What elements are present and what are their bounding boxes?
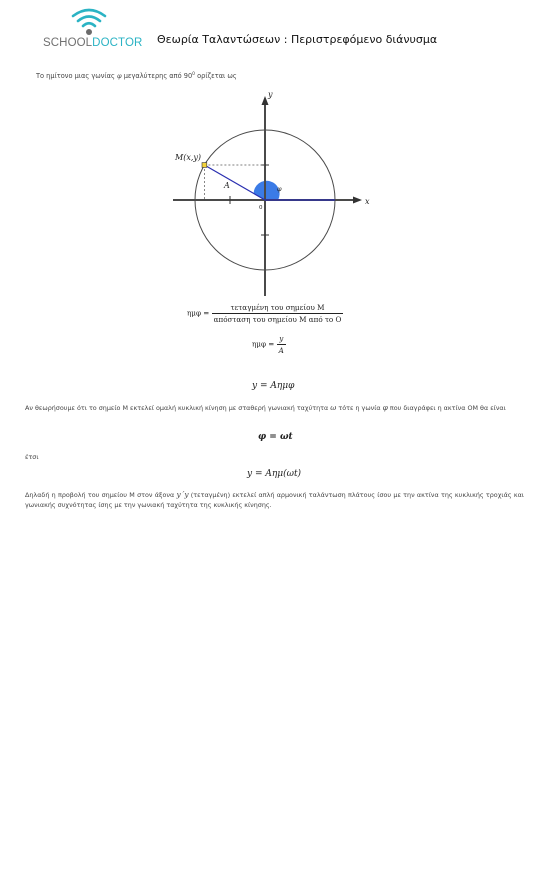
para1-phi-symbol: φ — [382, 403, 388, 412]
formula1-denominator: απόσταση του σημείου M από το O — [213, 315, 342, 324]
intro-degree-superscript: 0 — [192, 72, 196, 77]
unit-circle-diagram — [168, 86, 378, 300]
formula2-lhs: ημφ = — [252, 339, 275, 349]
harmonic-motion-formula: y = Aημ(ωt) — [247, 469, 302, 479]
uniform-motion-paragraph — [25, 403, 524, 413]
point-m-label: M(x,y) — [175, 153, 202, 162]
formula1-numerator: τεταγμένη του σημείου M — [230, 303, 325, 312]
para1-part2: τότε η γωνία — [338, 404, 381, 412]
formula2-denominator: A — [278, 346, 284, 355]
schooldoctor-logo[interactable] — [43, 8, 143, 52]
para3-part2: (τεταγμένη) εκτελεί απλή αρμονική ταλάντωση πλάτους ίσου με την ακτίνα της κυκλικής τροχιάς και γωνιακής συχνότητας ίσης με την γωνιακή ταχύτητα της κυκλικής κίνησης. — [25, 491, 524, 509]
intro-text-middle: μεγαλύτερης από 90 — [123, 72, 193, 81]
formula1-lhs: ημφ = — [187, 308, 210, 318]
intro-phi-symbol: φ — [116, 72, 122, 81]
conclusion-paragraph — [25, 490, 524, 510]
para3-part1: Δηλαδή η προβολή του σημείου Μ στον άξονα — [25, 491, 175, 499]
origin-label: 0 — [259, 205, 263, 211]
y-axis-label: y — [268, 90, 273, 99]
logo-text-doctor: DOCTOR — [92, 37, 143, 49]
angle-wedge — [254, 181, 280, 200]
connector-paragraph: έτσι — [25, 453, 39, 461]
sine-definition-formula — [187, 303, 343, 324]
para1-part1: Αν θεωρήσουμε ότι το σημείο Μ εκτελεί ομαλή κυκλική κίνηση με σταθερή γωνιακή ταχύτητα — [25, 404, 329, 412]
formula2-numerator: y — [279, 334, 284, 343]
sine-ratio-formula — [252, 334, 286, 355]
logo-text-school: SCHOOL — [43, 37, 93, 49]
page-title: Θεωρία Ταλαντώσεων : Περιστρεφόμενο διάνυσμα — [157, 33, 438, 46]
radius-label: A — [224, 181, 230, 190]
angle-label: φ — [277, 185, 282, 193]
x-axis-label: x — [365, 197, 370, 206]
formula2-fraction — [277, 334, 286, 355]
logo-wordmark — [43, 37, 142, 49]
wifi-signal-icon — [71, 8, 107, 36]
formula1-fraction — [212, 303, 344, 324]
axis-symbol: y΄y — [176, 490, 189, 499]
omega-symbol: ω — [330, 403, 337, 412]
intro-sentence — [36, 72, 237, 80]
radius-vector — [204, 165, 265, 200]
point-m-marker — [202, 163, 207, 168]
intro-text-before: Το ημίτονο μιας γωνίας — [36, 72, 115, 81]
para1-part3: που διαγράφει η ακτίνα ΟΜ θα είναι — [389, 404, 506, 412]
angle-time-formula: φ = ωt — [258, 432, 293, 442]
x-axis-arrow — [353, 197, 362, 204]
intro-text-after: ορίζεται ως — [197, 72, 237, 81]
projection-formula: y = Aημφ — [252, 381, 295, 391]
